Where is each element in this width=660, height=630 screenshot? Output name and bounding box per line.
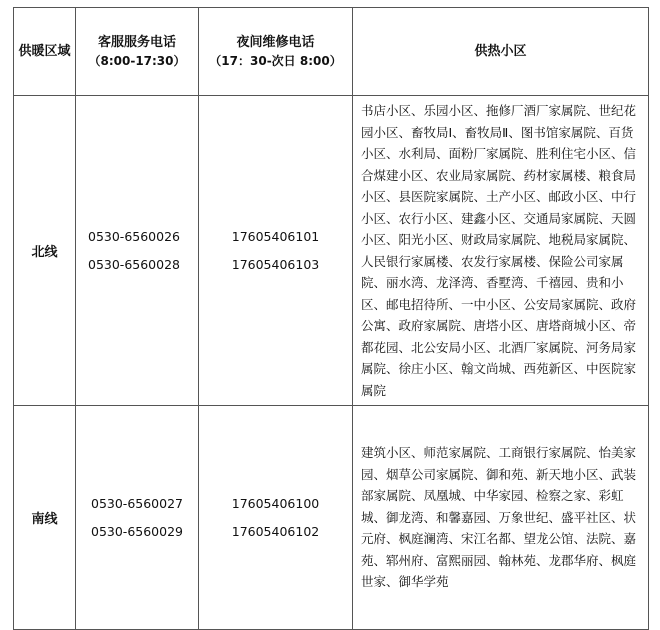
communities-south: 建筑小区、师范家属院、工商银行家属院、怡美家园、烟草公司家属院、御和苑、新天地小区、武装部家属院、凤凰城、中华家园、检察之家、彩虹城、御龙湾、和馨嘉园、万象世纪、盛平社区、状元府、枫庭澜湾、宋江名都、望龙公馆、法院、嘉苑、郓州府、富熙丽园、翰林苑、龙郡华府、枫庭世家、御华学苑 [353, 406, 649, 630]
communities-north: 书店小区、乐园小区、拖修厂酒厂家属院、世纪花园小区、畜牧局Ⅰ、畜牧局Ⅱ、图书馆家属院、百货小区、水利局、面粉厂家属院、胜利住宅小区、信合煤建小区、农业局家属院、药材家属楼、粮食局小区、县医院家属院、土产小区、邮政小区、中行小区、农行小区、建鑫小区、交通局家属院、天圆小区、阳光小区、财政局家属院、地税局家属院、人民银行家属楼、农发行家属楼、保险公司家属院、丽水湾、龙泽湾、香墅湾、千禧园、贵和小区、邮电招待所、一中小区、公安局家属院、政府公寓、政府家属院、唐塔小区、唐塔商城小区、帝都花园、北公安局小区、北酒厂家属院、河务局家属院、徐庄小区、翰文尚城、西苑新区、中医院家属院 [353, 96, 649, 406]
header-communities: 供热小区 [353, 8, 649, 96]
header-area: 供暖区域 [14, 8, 76, 96]
service-phone: 0530-6560027 [91, 495, 183, 511]
area-cell-south: 南线 [14, 406, 76, 630]
header-service-phone [76, 8, 199, 96]
service-phone: 0530-6560026 [88, 228, 180, 244]
night-phone: 17605406101 [231, 228, 320, 244]
area-cell-north: 北线 [14, 96, 76, 406]
night-phone: 17605406103 [231, 256, 320, 272]
night-phones-south [199, 406, 353, 630]
service-phones-north [76, 96, 199, 406]
heating-service-table [13, 7, 649, 630]
service-phone: 0530-6560029 [91, 523, 183, 539]
header-night-hours: （17：30-次日 8:00） [209, 53, 342, 68]
service-phones-south [76, 406, 199, 630]
table-row-south [14, 406, 649, 630]
table-header-row [14, 8, 649, 96]
header-service-label: 客服服务电话 [97, 34, 176, 50]
header-night-label: 夜间维修电话 [236, 34, 315, 50]
service-phone: 0530-6560028 [88, 256, 180, 272]
night-phones-north [199, 96, 353, 406]
night-phone: 17605406102 [231, 523, 320, 539]
table-row-north [14, 96, 649, 406]
header-service-hours: （8:00-17:30） [88, 53, 186, 68]
header-night-phone [199, 8, 353, 96]
night-phone: 17605406100 [231, 495, 320, 511]
